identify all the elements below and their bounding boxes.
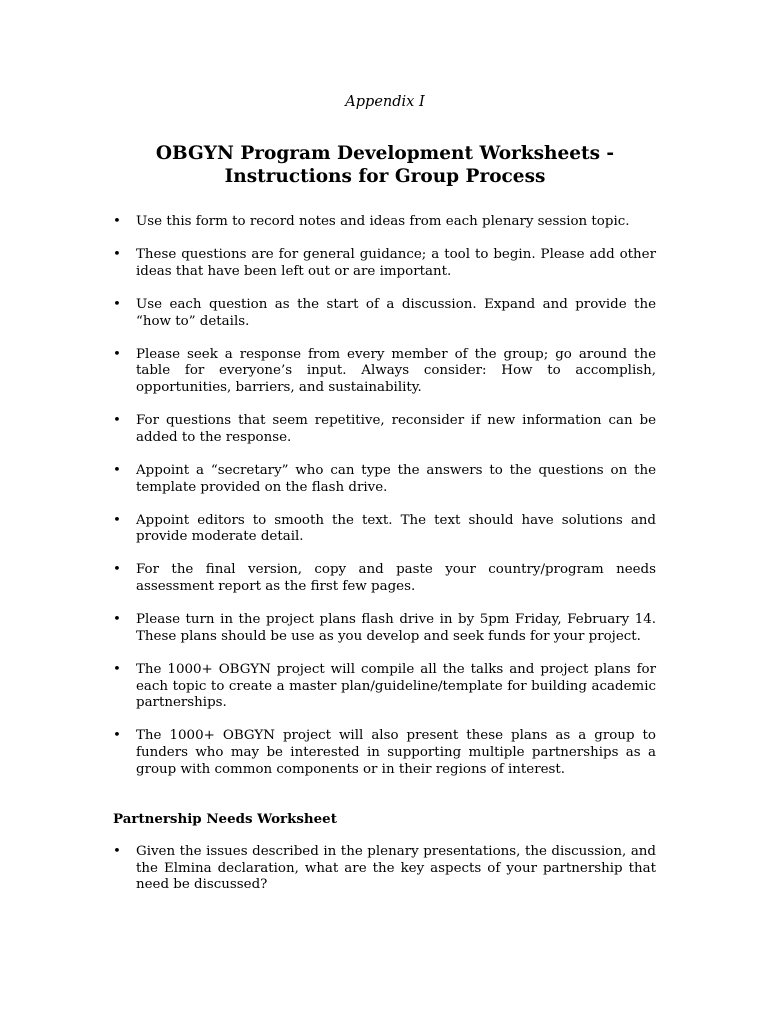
title-line-1: OBGYN Program Development Worksheets - (155, 143, 615, 164)
list-item-text: For questions that seem repetitive, reconsider if new information can be added to the response. (136, 413, 656, 445)
list-item (113, 513, 656, 546)
bullet-icon: • (113, 612, 121, 628)
bullet-icon: • (113, 214, 121, 229)
list-item (113, 347, 656, 397)
list-item (113, 297, 656, 330)
list-item (113, 612, 656, 645)
list-item-text: Please seek a response from every member of the group; go around the table for everyone’s input. Always consider: How to accomplish, opportunities, barriers, and sustainability. (136, 346, 656, 395)
list-item-text: Use this form to record notes and ideas from each plenary session topic. (136, 214, 630, 229)
bullet-icon: • (113, 728, 121, 744)
list-item-text: For the final version, copy and paste your country/program needs assessment report as the first few pages. (136, 562, 656, 595)
list-item-text: The 1000+ OBGYN project will compile all the talks and project plans for each topic to create a master plan/guideline/template for building academic partnerships. (136, 662, 656, 711)
appendix-label: Appendix I (345, 94, 425, 110)
list-item-text: These questions are for general guidance; a tool to begin. Please add other ideas that have been left out or are important. (136, 247, 656, 279)
list-item (113, 562, 656, 595)
bullet-icon: • (113, 413, 121, 429)
bullet-icon: • (113, 562, 121, 578)
worksheet-questions-list (113, 844, 656, 910)
bullet-icon: • (113, 844, 121, 859)
bullet-icon: • (113, 296, 121, 312)
title-line-2: Instructions for Group Process (224, 166, 546, 187)
list-item-text: Use each question as the start of a discussion. Expand and provide the “how to” details. (136, 296, 656, 329)
page-title (0, 142, 770, 188)
instructions-list (113, 214, 656, 795)
bullet-icon: • (113, 512, 121, 528)
list-item-text: Given the issues described in the plenary presentations, the discussion, and the Elmina declaration, what are the key aspects of your partnership that need be discussed? (136, 844, 656, 893)
list-item (113, 844, 656, 894)
list-item-text: The 1000+ OBGYN project will also present these plans as a group to funders who may be interested in supporting multiple partnerships as a group with common components or in their regions of interest. (136, 728, 656, 777)
bullet-icon: • (113, 346, 121, 362)
list-item-text: Please turn in the project plans flash drive in by 5pm Friday, February 14. These plans should be use as you develop and seek funds for your project. (136, 612, 656, 644)
list-item-text: Appoint a “secretary” who can type the answers to the questions on the template provided on the flash drive. (136, 462, 656, 495)
list-item (113, 463, 656, 496)
list-item (113, 662, 656, 712)
list-item (113, 413, 656, 446)
list-item-text: Appoint editors to smooth the text. The text should have solutions and provide moderate detail. (136, 512, 656, 545)
bullet-icon: • (113, 462, 121, 478)
bullet-icon: • (113, 662, 121, 678)
list-item (113, 728, 656, 778)
bullet-icon: • (113, 247, 121, 263)
section-heading: Partnership Needs Worksheet (113, 811, 337, 827)
list-item (113, 214, 656, 231)
list-item (113, 247, 656, 280)
